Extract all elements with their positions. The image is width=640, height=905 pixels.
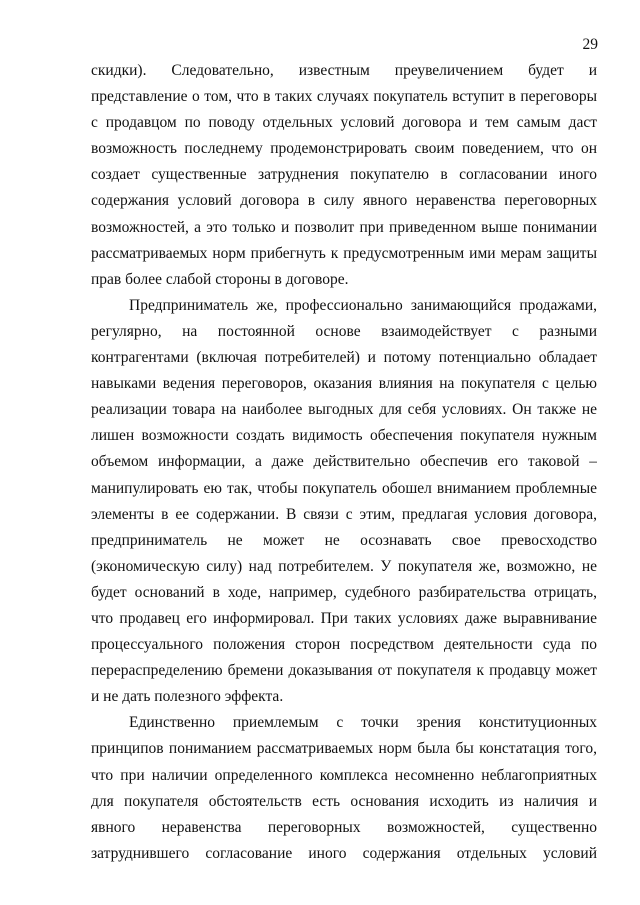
text-line: представление о том, что в таких случаях покупатель вступит в переговоры [91,88,597,106]
text-line: предприниматель не может не осознавать свое превосходство [91,531,597,549]
text-line: возможностей, а это только и позволит при приведенном выше понимании [91,218,597,236]
text-line: (экономическую силу) над потребителем. У покупателя же, возможно, не [91,557,597,575]
text-line: затруднившего согласование иного содержания отдельных условий [91,844,597,862]
text-line: явного неравенства переговорных возможностей, существенно [91,818,597,836]
document-body [91,58,597,867]
text-line: что при наличии определенного комплекса несомненно неблагоприятных [91,766,597,784]
text-line: что продавец его информировал. При таких условиях даже выравнивание [91,609,597,627]
text-line: для покупателя обстоятельств есть основания исходить из наличия и [91,792,597,810]
text-line: навыками ведения переговоров, оказания влияния на покупателя с целью [91,375,597,393]
paragraph [91,58,597,293]
text-line: и не дать полезного эффекта. [91,688,284,706]
text-line: реализации товара на наиболее выгодных для себя условиях. Он также не [91,401,597,419]
paragraph [91,710,597,867]
text-line: лишен возможности создать видимость обеспечения покупателя нужным [91,427,597,445]
text-line: прав более слабой стороны в договоре. [91,270,349,288]
text-line: скидки). Следовательно, известным преувеличением будет и [91,62,597,79]
text-line: регулярно, на постоянной основе взаимодействует с разными [91,322,597,340]
text-line: с продавцом по поводу отдельных условий договора и тем самым даст [91,114,597,132]
text-line: Единственно приемлемым с точки зрения конституционных [129,714,597,732]
paragraph [91,293,597,711]
text-line: создает существенные затруднения покупателю в согласовании иного [91,166,597,184]
text-line: контрагентами (включая потребителей) и потому потенциально обладает [91,349,597,367]
text-line: будет оснований в ходе, например, судебного разбирательства отрицать, [91,583,597,601]
text-line: элементы в ее содержании. В связи с этим, предлагая условия договора, [91,505,597,523]
text-line: объемом информации, а даже действительно обеспечив его таковой – [91,453,597,471]
text-line: перераспределению бремени доказывания от покупателя к продавцу может [91,662,597,680]
text-line: Предприниматель же, профессионально занимающийся продажами, [129,296,597,314]
page-number: 29 [582,36,598,53]
text-line: рассматриваемых норм прибегнуть к предусмотренным ими мерам защиты [91,244,597,262]
text-line: процессуального положения сторон посредством деятельности суда по [91,636,597,654]
text-line: манипулировать ею так, чтобы покупатель обошел вниманием проблемные [91,479,597,497]
text-line: возможность последнему продемонстрировать своим поведением, что он [91,140,597,158]
text-line: содержания условий договора в силу явного неравенства переговорных [91,192,597,210]
text-line: принципов пониманием рассматриваемых норм была бы констатация того, [91,740,597,758]
